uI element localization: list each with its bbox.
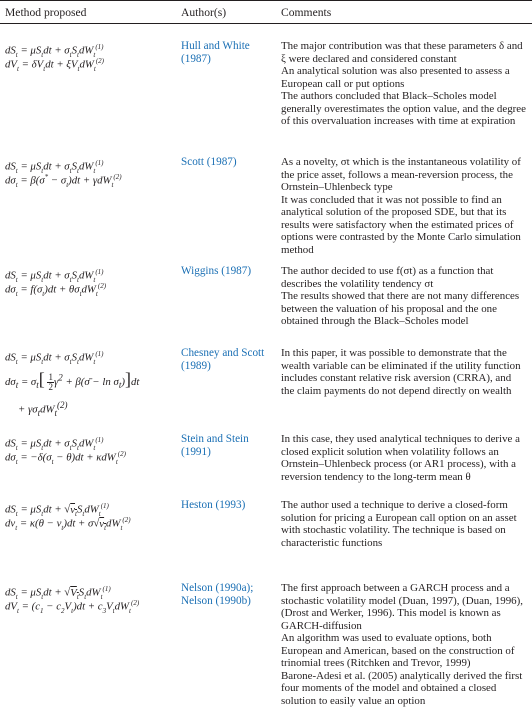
comments-cell (281, 499, 527, 549)
comment-text: The results showed that there are not many differences between the valuation of his proposal and the one obtained through the Black–Scholes model (281, 290, 527, 328)
author-citation[interactable]: Nelson (1990a); Nelson (1990b) (181, 582, 276, 607)
equation-block: $d\sigma_t = \sigma_t$[ 1 $2\gamma^2$ + β(σ̄ − $\ln \sigma_t)]dt$ (5, 369, 139, 392)
comments-cell (281, 265, 527, 328)
equation-block: $dS_t = \mu S_tdt + \sigma_tS_tdW_t^{(1)}$ $d\sigma_t = -\delta(\sigma_t - \theta)dt + \kappa dW_t^{(2)}$ (5, 433, 175, 461)
author-citation[interactable]: Chesney and Scott (1989) (181, 347, 276, 372)
header-method: Method proposed (5, 6, 86, 19)
comment-text: The author used a technique to derive a closed-form solution for pricing a European call option on an asset with stochastic volatility. The technique is based on characteristic functions (281, 499, 527, 549)
comments-cell (281, 347, 527, 397)
comment-text: The major contribution was that these parameters δ and ξ were declared and considered constant (281, 40, 527, 65)
comment-text: In this paper, it was possible to demonstrate that the wealth variable can be eliminated if the utility function includes constant relative risk aversion (CRRA), and the claim payments do not depend directly on wealth (281, 347, 527, 397)
author-citation[interactable]: Stein and Stein (1991) (181, 433, 276, 458)
equation-block: $dS_t = \mu S_tdt + \sigma_tS_tdW_t^{(1)}$ $d\sigma_t = \beta(\sigma^* - \sigma_t)dt + \gamma dW_t^{(2)}$ (5, 156, 175, 184)
equation-block: $dS_t = \mu S_tdt + \sigma_tS_tdW_t^{(1)}$ $dV_t = \delta V_tdt + \xi V_tdW_t^{(2)}$ (5, 40, 175, 68)
equation-block: $dS_t = \mu S_tdt + \sigma_tS_tdW_t^{(1)}$ (5, 347, 175, 361)
equation-block: + $\gamma\sigma_tdW_t^{(2)}$ (18, 400, 68, 418)
header-rule (0, 23, 532, 24)
author-citation[interactable]: Wiggins (1987) (181, 265, 276, 278)
header-comments: Comments (281, 6, 331, 19)
comment-text: The authors concluded that Black–Scholes model generally overestimates the option value, and the degree of this overvaluation increases with time at expiration (281, 90, 527, 128)
comments-cell (281, 40, 527, 128)
author-citation[interactable]: Hull and White (1987) (181, 40, 276, 65)
comments-cell (281, 582, 527, 707)
comment-text: The author decided to use f(σt) as a function that describes the volatility tendency σt (281, 265, 527, 290)
comment-text: It was concluded that it was not possible to find an analytical solution of the proposed SDE, but that its results were satisfactory when the estimated prices of options were contrasted by the Monte Carlo simulation method (281, 194, 527, 257)
comment-text: An analytical solution was also presented to assess a European call or put options (281, 65, 527, 90)
comment-text: Barone-Adesi et al. (2005) analytically derived the first four moments of the model and obtained a closed solution to easily value an option (281, 670, 527, 707)
equation-block: $dS_t = \mu S_tdt + √V_tS_tdW_t^{(1)}$ $dV_t = (c_1 - c_2V_t)dt + c_3V_tdW_t^{(2)}$ (5, 582, 175, 610)
comment-text: As a novelty, σt which is the instantaneous volatility of the price asset, follows a mean-reversion process, the Ornstein–Uhlenbeck type (281, 156, 527, 194)
comment-text: An algorithm was used to evaluate options, both European and American, based on the construction of trinomial trees (Ritchken and Trevor, 1999) (281, 632, 527, 670)
comments-cell (281, 433, 527, 483)
comment-text: In this case, they used analytical techniques to derive a closed explicit solution when volatility follows an Ornstein–Uhlenbeck process (or AR1 process), with a reversion tendency to the long-term mean θ (281, 433, 527, 483)
equation-block: $dS_t = \mu S_tdt + √v_tS_tdW_t^{(1)}$ $dv_t = \kappa(\theta - v_t)dt + \sigma√v_tdW_t^{(2)}$ (5, 499, 175, 527)
author-citation[interactable]: Heston (1993) (181, 499, 276, 512)
header-authors: Author(s) (181, 6, 226, 19)
comment-text: The first approach between a GARCH process and a stochastic volatility model (Duan, 1997), (Duan, 1996), (Drost and Werker, 1996). This model is known as GARCH-diffusion (281, 582, 527, 632)
equation-block: $dS_t = \mu S_tdt + \sigma_tS_tdW_t^{(1)}$ $d\sigma_t = f(\sigma_t)dt + \theta\sigma_tdW_t^{(2)}$ (5, 265, 175, 293)
author-citation[interactable]: Scott (1987) (181, 156, 276, 169)
top-rule (0, 0, 532, 1)
comments-cell (281, 156, 527, 256)
